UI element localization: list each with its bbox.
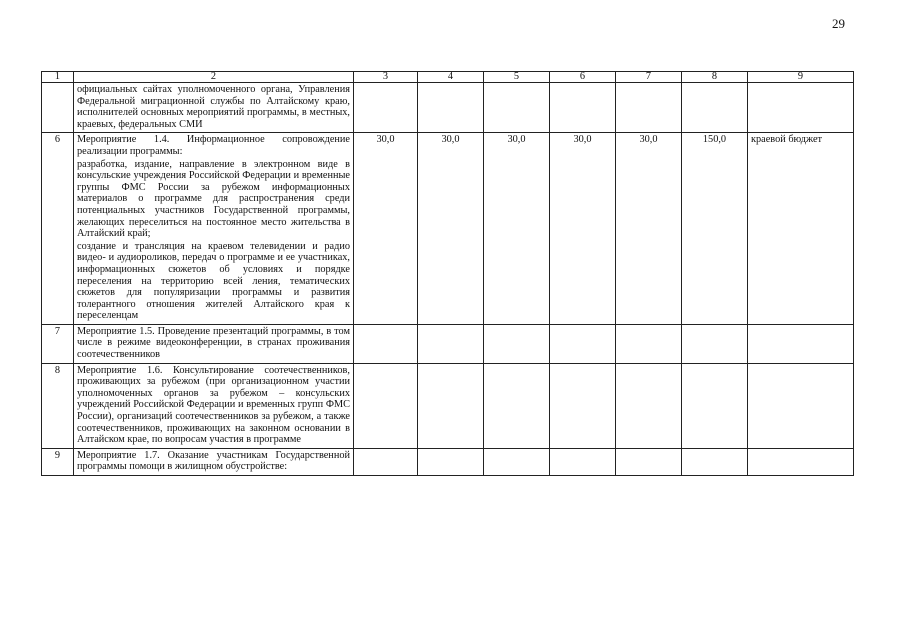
- column-header: 4: [418, 72, 484, 83]
- row-number-cell: 9: [42, 448, 74, 475]
- funding-value-cell: [550, 363, 616, 448]
- column-header: 6: [550, 72, 616, 83]
- description-paragraph: Мероприятие 1.6. Консультирование соотечественников, проживающих за рубежом (при организационном участии уполномоченных органов за рубежом – консульских учреждений Российской Федерации и временных групп ФМС России), организаций соотечественников за рубежом, а также соотечественников, проживающих на законном основании в Алтайском крае, по вопросам участия в программе: [77, 364, 350, 446]
- funding-value-cell: [682, 363, 748, 448]
- funding-source-cell: [748, 363, 854, 448]
- funding-value-cell: [484, 324, 550, 363]
- funding-value-cell: 30,0: [550, 133, 616, 325]
- activity-description-cell: [74, 448, 354, 475]
- description-paragraph: официальных сайтах уполномоченного органа, Управления Федеральной миграционной службы по Алтайскому краю, исполнителей основных мероприятий программы, в местных, краевых, федеральных СМИ: [77, 84, 350, 130]
- table-row: [42, 324, 854, 363]
- description-paragraph: Мероприятие 1.5. Проведение презентаций программы, в том числе в режиме видеоконференции, в странах проживания соотечественников: [77, 325, 350, 361]
- row-number-cell: 8: [42, 363, 74, 448]
- column-header: 3: [354, 72, 418, 83]
- program-activities-table: [41, 71, 854, 476]
- description-paragraph: создание и трансляция на краевом телевидении и радио видео- и аудиороликов, передач о программе и ее участниках, информационных сюжетов об условиях и порядке переселения на территорию всей ления, тематических сюжетов для популяризации программы и развития толерантного отношения жителей Алтайского края к переселенцам: [77, 240, 350, 322]
- row-number-cell: 7: [42, 324, 74, 363]
- description-paragraph: Мероприятие 1.7. Оказание участникам Государственной программы помощи в жилищном обустройстве:: [77, 449, 350, 473]
- description-paragraph: Мероприятие 1.4. Информационное сопровождение реализации программы:: [77, 134, 350, 157]
- funding-value-cell: [550, 324, 616, 363]
- table-row: [42, 83, 854, 133]
- funding-value-cell: 30,0: [616, 133, 682, 325]
- column-header: 9: [748, 72, 854, 83]
- funding-value-cell: [354, 363, 418, 448]
- funding-value-cell: [616, 448, 682, 475]
- funding-value-cell: [354, 324, 418, 363]
- funding-value-cell: [354, 448, 418, 475]
- funding-value-cell: [682, 83, 748, 133]
- funding-value-cell: [682, 448, 748, 475]
- activity-description-cell: [74, 363, 354, 448]
- page-number: 29: [832, 16, 845, 31]
- funding-value-cell: [484, 448, 550, 475]
- column-header: 7: [616, 72, 682, 83]
- activity-description-cell: [74, 133, 354, 325]
- activity-description-cell: [74, 324, 354, 363]
- row-number-cell: 6: [42, 133, 74, 325]
- table-row: [42, 363, 854, 448]
- row-number-cell: [42, 83, 74, 133]
- funding-source-cell: [748, 324, 854, 363]
- funding-value-cell: [484, 363, 550, 448]
- column-header: 5: [484, 72, 550, 83]
- column-header: 2: [74, 72, 354, 83]
- description-paragraph: разработка, издание, направление в электронном виде в консульские учреждения Российской Федерации и временные группы ФМС России за рубежом информационных материалов о программе для распространения среди потенциальных участников Государственной программы, желающих переселиться на постоянное место жительства в Алтайский край;: [77, 158, 350, 240]
- funding-value-cell: [616, 324, 682, 363]
- funding-value-cell: [616, 83, 682, 133]
- table-row: [42, 133, 854, 325]
- column-number-row: [42, 72, 854, 83]
- funding-value-cell: 30,0: [484, 133, 550, 325]
- funding-value-cell: [354, 83, 418, 133]
- funding-source-cell: [748, 83, 854, 133]
- funding-value-cell: [550, 448, 616, 475]
- funding-value-cell: [550, 83, 616, 133]
- column-header: 1: [42, 72, 74, 83]
- funding-value-cell: 30,0: [418, 133, 484, 325]
- funding-value-cell: [682, 324, 748, 363]
- table-row: [42, 448, 854, 475]
- activity-description-cell: [74, 83, 354, 133]
- funding-value-cell: [418, 448, 484, 475]
- funding-value-cell: 150,0: [682, 133, 748, 325]
- funding-value-cell: [418, 83, 484, 133]
- funding-value-cell: [418, 363, 484, 448]
- funding-value-cell: 30,0: [354, 133, 418, 325]
- funding-value-cell: [418, 324, 484, 363]
- funding-source-cell: [748, 448, 854, 475]
- funding-source-cell: краевой бюджет: [748, 133, 854, 325]
- column-header: 8: [682, 72, 748, 83]
- funding-value-cell: [616, 363, 682, 448]
- funding-value-cell: [484, 83, 550, 133]
